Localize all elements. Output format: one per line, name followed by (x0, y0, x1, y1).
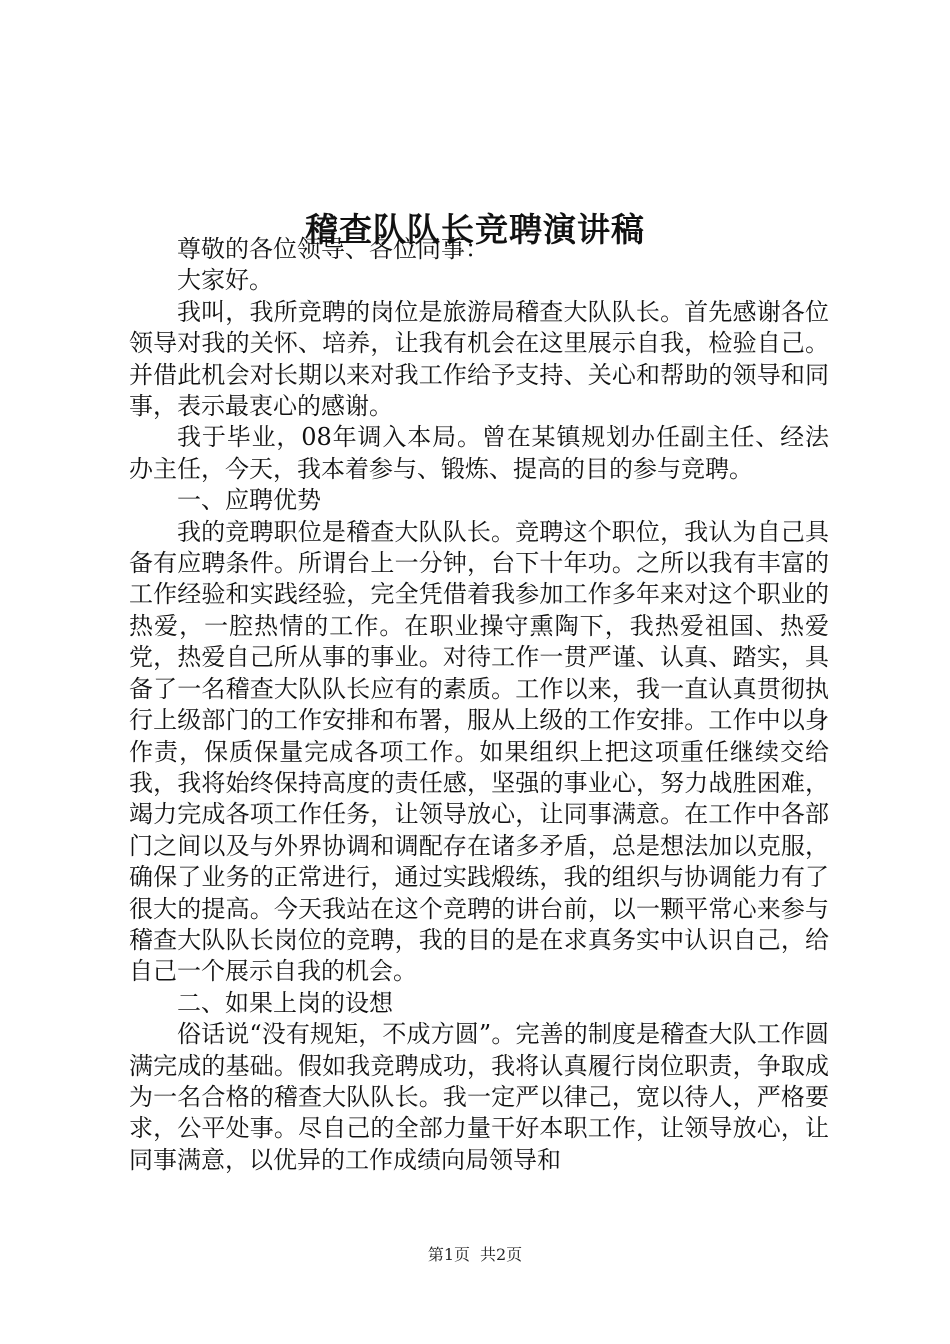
greeting: 大家好。 (177, 266, 273, 295)
document-body (129, 234, 829, 1176)
page-footer (0, 1244, 950, 1266)
section-heading-advantages: 一、应聘优势 (177, 486, 321, 515)
paragraph-background: 我于毕业，08年调入本局。曾在某镇规划办任副主任、经法办主任，今天，我本着参与、锻炼、提高的目的参与竞聘。 (129, 423, 829, 483)
paragraph-plans: 俗话说“没有规矩，不成方圆”。完善的制度是稽查大队工作圆满完成的基础。假如我竞聘成功，我将认真履行岗位职责，争取成为一名合格的稽查大队队长。我一定严以律己，宽以待人，严格要求，公平处事。尽自己的全部力量干好本职工作，让领导放心，让同事满意，以优异的工作成绩向局领导和 (129, 1020, 829, 1174)
section-heading-plans: 二、如果上岗的设想 (177, 988, 393, 1017)
salutation: 尊敬的各位领导、各位同事： (177, 235, 489, 263)
paragraph-intro: 我叫，我所竞聘的岗位是旅游局稽查大队队长。首先感谢各位领导对我的关怀、培养，让我有机会在这里展示自我，检验自己。并借此机会对长期以来对我工作给予支持、关心和帮助的领导和同事，表示最衷心的感谢。 (129, 297, 829, 421)
paragraph-advantages: 我的竞聘职位是稽查大队队长。竞聘这个职位，我认为自己具备有应聘条件。所谓台上一分钟，台下十年功。之所以我有丰富的工作经验和实践经验，完全凭借着我参加工作多年来对这个职业的热爱，一腔热情的工作。在职业操守熏陶下，我热爱祖国、热爱党，热爱自己所从事的事业。对待工作一贯严谨、认真、踏实，具备了一名稽查大队队长应有的素质。工作以来，我一直认真贯彻执行上级部门的工作安排和布署，服从上级的工作安排。工作中以身作责，保质保量完成各项工作。如果组织上把这项重任继续交给我，我将始终保持高度的责任感，坚强的事业心，努力战胜困难，竭力完成各项工作任务，让领导放心，让同事满意。在工作中各部门之间以及与外界协调和调配存在诸多矛盾，总是想法加以克服，确保了业务的正常进行，通过实践煅练，我的组织与协调能力有了很大的提高。今天我站在这个竞聘的讲台前，以一颗平常心来参与稽查大队队长岗位的竞聘，我的目的是在求真务实中认识自己，给自己一个展示自我的机会。 (129, 517, 829, 986)
document-title: 稽查队队长竞聘演讲稿 (305, 210, 645, 250)
page-number: 第1页 (427, 1245, 470, 1264)
page-total: 共2页 (480, 1245, 523, 1264)
